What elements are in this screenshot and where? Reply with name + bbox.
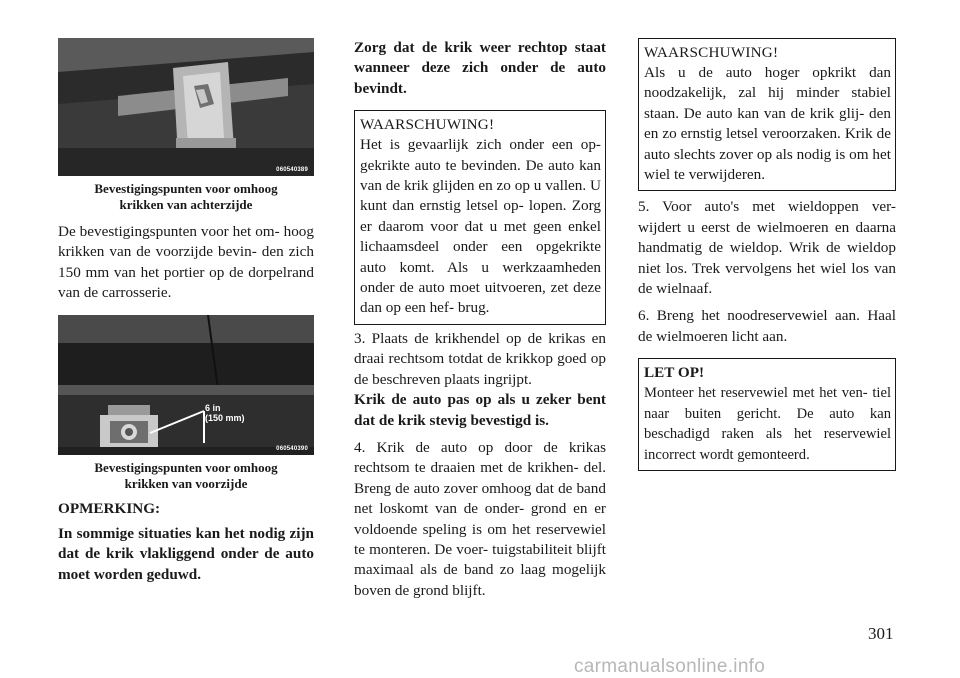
warning-box-under-vehicle xyxy=(354,110,606,325)
front-jack-illustration xyxy=(58,315,314,455)
warning-title: WAARSCHUWING! xyxy=(644,44,779,61)
figure-caption xyxy=(58,181,314,213)
warning-text: Het is gevaarlijk zich onder een op- gekrikte auto te bevinden. De auto kan van de krik glijden en zo op u vallen. U kunt dan ernstig letsel op- lopen. Zorg er daarom voor dat u met geen enkel lichaamsdeel onder een opgekrikte auto komt. Als u werkzaamheden onder de auto moet uitvoeren, zet deze dan op een hef- brug. xyxy=(360,136,601,317)
caption-line: Bevestigingspunten voor omhoog xyxy=(94,459,278,475)
distance-label xyxy=(205,403,245,423)
upright-jack-instruction: Zorg dat de krik weer rechtop staat wanneer deze zich onder de auto bevindt. xyxy=(354,39,606,97)
step-3: 3. Plaats de krikhendel op de krikas en draai rechtsom totdat de krikkop goed op de beschreven plaats ingrijpt. xyxy=(354,329,606,388)
figure-rear-jack-points xyxy=(58,38,314,176)
column-right xyxy=(638,38,896,471)
step-3-emphasis: Krik de auto pas op als u zeker bent dat de krik stevig bevestigd is. xyxy=(354,391,606,429)
figure-code: 060540390 xyxy=(276,445,308,452)
page-number: 301 xyxy=(868,624,894,643)
step-4: 4. Krik de auto op door de krikas rechtsom te draaien met de krikhen- del. Breng de auto zover omhoog dat de band net loskomt van de onder- grond en er voldoende speling is om het reservewiel te monteren. De voer- tuigstabiliteit blijft maximaal als de band zo laag mogelijk boven de grond blijft. xyxy=(354,438,606,599)
figure-caption xyxy=(58,460,314,492)
caution-title: LET OP! xyxy=(644,364,705,382)
caution-box xyxy=(638,358,896,471)
warning-title: WAARSCHUWING! xyxy=(360,116,495,134)
front-jack-points-paragraph: De bevestigingspunten voor het om- hoog krikken van de voorzijde bevin- den zich 150 mm van het portier op de dorpelrand van de carrosserie. xyxy=(58,223,314,302)
warning-text: Als u de auto hoger opkrikt dan noodzakelijk, zal hij minder stabiel staan. De auto kan van de krik glij- den en zo ernstig letsel veroorzaken. Krik de auto slechts zover op als nodig is om het wiel te verwijderen. xyxy=(644,64,891,184)
note-text: In sommige situaties kan het nodig zijn dat de krik vlakliggend onder de auto moet worden geduwd. xyxy=(58,525,314,583)
caption-line: krikken van voorzijde xyxy=(124,475,248,491)
step-5: 5. Voor auto's met wieldoppen ver- wijdert u eerst de wielmoeren en daarna handmatig de wieldop. Wrik de wieldop niet los. Trek vervolgens het wiel los van de wielnaaf. xyxy=(638,198,896,298)
caution-text: Monteer het reservewiel met het ven- tiel naar buiten gericht. De auto kan beschadigd raken als het reservewiel incorrect wordt gemonteerd. xyxy=(644,385,891,463)
warning-box-stability xyxy=(638,38,896,191)
rear-jack-illustration xyxy=(58,38,314,176)
caption-line: Bevestigingspunten voor omhoog xyxy=(94,181,278,196)
watermark: carmanualsonline.info xyxy=(574,656,766,677)
note-title: OPMERKING: xyxy=(58,499,161,517)
column-left xyxy=(58,38,314,585)
figure-front-jack-points xyxy=(58,315,314,455)
step-6: 6. Breng het noodreservewiel aan. Haal de wielmoeren licht aan. xyxy=(638,307,896,345)
distance-label-in: 6 in xyxy=(205,402,221,413)
distance-label-mm: (150 mm) xyxy=(205,412,245,423)
column-middle xyxy=(354,38,606,601)
figure-code: 060540389 xyxy=(276,167,308,173)
caption-line: krikken van achterzijde xyxy=(119,197,253,212)
